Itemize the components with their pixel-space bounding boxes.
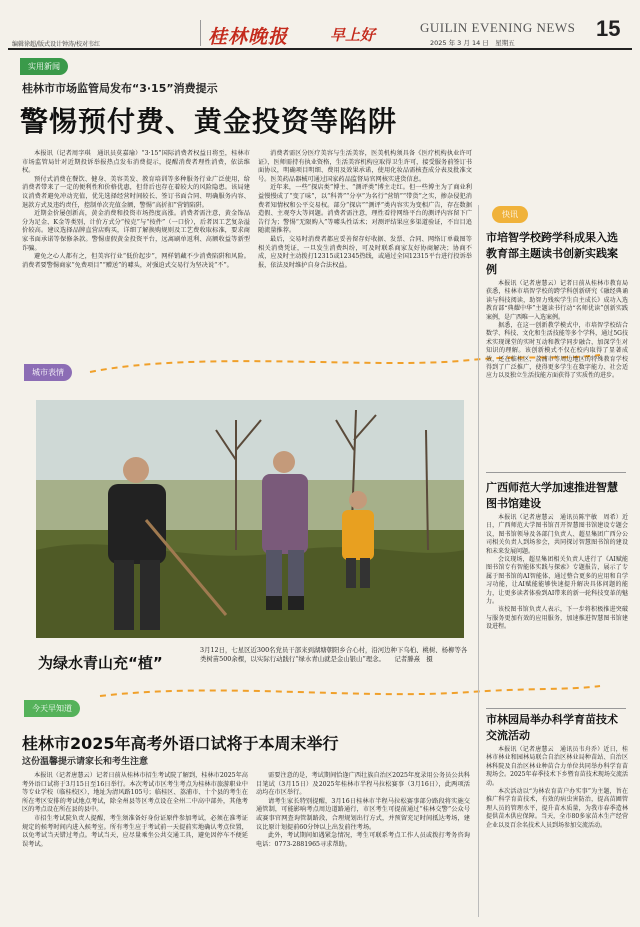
logo-slogan: 早上好 <box>330 26 376 44</box>
today-headline: 桂林市2025年高考外语口试将于本周末举行 <box>22 734 339 753</box>
lead-para: 本报讯（记者周字琪 通讯员莫嘉瑜）“3·15”国际消费者权益日将至，桂林市市场监管局针对近期投诉举报热点发布消费提示，提醒消费者理性消费，依法维权。 <box>22 150 250 175</box>
today-column-1 <box>22 772 248 917</box>
sidebar-para: 本报讯（记者唐慧云 通讯员韦舟乔）近日，桂林市林业和园林局联合自治区林业局种苗站、自治区林科院及自治区林业种苗合力单位共同举办科学育苗现场会。2025年春季技术下乡暨育苗技术现场交流活动。 <box>486 746 628 787</box>
sidebar-para: 本次活动以“为林农育苗户办实事”为主题，旨在推广科学育苗技术，有效的病虫害防治，提高苗圃管理人员的管理水平，提升苗木质量，为我市春季造林提供苗木供应保障。当天，全市80多家苗木生产经营企业以及百余名技术人员到场参加交流活动。 <box>486 788 628 829</box>
sidebar-para: 本报讯（记者唐慧云 通讯员陈宇敏 周希）近日，广西师范大学图书馆召开智慧图书馆建设专题会议，图书馆领导及各部门负责人、超星集团广西分公司相关负责人到场参会，共同探讨智慧图书馆的建设和未来发展问题。 <box>486 514 628 555</box>
issue-date: 2025 年 3 月 14 日 星期五 <box>430 39 515 47</box>
sidebar-divider <box>478 205 479 917</box>
today-para: 需要注意的是，考试期间恰逢广西壮族自治区2025年度录用公务员公共科目笔试（3月15日）及2025年桂林市半程马拉松赛事（3月16日），此两项活动均在市区举行。 <box>256 772 470 797</box>
lead-headline: 警惕预付费、黄金投资等陷阱 <box>20 105 398 138</box>
quick-news-tag: 快讯 <box>492 206 528 223</box>
section-tag-practical-news: 实用新闻 <box>20 58 68 75</box>
photo-illustration <box>36 400 464 638</box>
lead-para: 最后，交易时消费者都应妥善留存好收据、发票、合同、网络订单截图等相关消费凭证，一旦发生消费纠纷，可及时联系商家友好协商解决；协商不成，应及时主动拨打12315或12345热线，或通过全国12315平台进行投诉举报，依法及时维护自身合法权益。 <box>258 235 472 269</box>
lead-para: 近年来，一些“探店类”博主、“测评类”博主走红。但一些博主为了商业利益慢慢成了“变了味”，以“科普”“分享”为名行“营销”“带货”之实，掺杂侵犯消费者知情权和公平交易权。部分“探店”“测评”类内容实为变相广告，存在数据造假、主观夸大等问题。消费者需注意，理性看待网络平台的测评内容留下广告行为；警惕“无限购入”等噱头性话术；对测评结果应多渠道验证，不盲目追随流量推荐。 <box>258 184 472 235</box>
header-divider <box>8 48 632 50</box>
section-tag-today: 今天早知道 <box>24 700 80 717</box>
today-para: 请考生家长特别提醒，3月16日桂林市半程马拉松赛事部分路段将实施交通管制，可能影响考点周边道路通行，市区考生可提前通过“桂林交警”公众号或赛事官网查询管制路段，合理规划出行方式，并预留充足时间抵达考场，建议比原计划提前60分钟以上出发前往考场。 <box>256 797 470 831</box>
paper-english-name: GUILIN EVENING NEWS <box>420 20 576 35</box>
lead-para: 预付式消费在餐饮、健身、美容美发、教育培训等多种服务行业广泛使用，给消费者带来了一定的便利性和价格优惠，但背后也存在着较大的风险隐患。该局建议消费者避免冲动充值，优先选择经营时间较长、签订书面合同、明确服务内容、退款方式及违约责任，控制单次充值金额，警惕“高折扣”营销陷阱。 <box>22 175 250 209</box>
today-column-2 <box>256 772 470 917</box>
photo-caption-title: 为绿水青山充“植” <box>38 654 163 672</box>
page-number: 15 <box>596 16 621 41</box>
lead-column-2 <box>258 150 472 338</box>
sidebar-para: 会议现场，超星集团相关负责人进行了《AI赋能 图书馆专有智能体实践与探索》专题报告，展示了专属于图书馆的AI智能体，通过整合更多的应用和自学习功能，让AI赋能能够快速提升解决具体问题的能力，让更多读者体验到AI带来的新一轮科技变革的魅力。 <box>486 556 635 606</box>
lead-kicker: 桂林市市场监管局发布“3·15”消费提示 <box>22 82 218 95</box>
sidebar-para: 本报讯（记者唐慧云）记者日前从桂林市教育局获悉，桂林市培智学校的跨学科创新研究《融经典诵读与科技阅读，助智力残疾学生自主成长》成功入选教育部“典耀中华”主题读书行动“名师优读”创新实践案例，是广西唯一入选案例。 <box>486 280 628 321</box>
lead-para: 避免之心人都有之，但美容行业“低价起步”，网样销藏不少消费陷阱和风险。消费者要警惕商家“免费项目”“赠送”的噱头，对强迫式交易行为坚决说“不”。 <box>22 253 250 269</box>
today-para: 此外，考试期间如遇紧急情况，考生可联系考点工作人员或拨打考务咨询电话：0773-2881965寻求帮助。 <box>256 832 470 848</box>
sidebar-story-2-title: 广西师范大学加速推进智慧图书馆建设 <box>486 481 618 510</box>
sidebar-story-3-title: 市林园局举办科学育苗技术交流活动 <box>486 713 618 742</box>
today-para: 市招生考试院负责人提醒，考生须准备好身份证原件参加考试，必须在准考证规定的候考时间内进入候考室。所有考生应于考试前一天提前实地确认考点位置，以免考试当天错过考点。考试当天，应尽量乘坐公共交通工具，避免因停车不便延误考试。 <box>22 814 248 848</box>
sidebar-story-3-body <box>486 746 628 918</box>
sidebar-story-2-body <box>486 514 635 704</box>
lead-column-1 <box>22 150 250 338</box>
sidebar-story-1-body <box>486 280 628 470</box>
editor-credits: 编辑徐超/版式设计钟涛/校对韦红 <box>12 41 101 48</box>
today-subhead: 这份温馨提示请家长和考生注意 <box>22 757 149 767</box>
sidebar-para: 该校图书馆负责人表示，下一步将积极推进突破与服务更加有效的应用服务，加速推进智慧图书馆建设进程。 <box>486 606 628 631</box>
photo-caption: 3月12日，七星区近300名党员干部来到湖塘朝阳乡合心村，沿河边种下乌桕、桃树、杨柳等各类树苗500余棵，以实际行动践行“绿水青山就是金山银山”理念。 记者滕熹 摄 <box>200 646 468 663</box>
tree-planting-photo <box>36 400 464 638</box>
lead-para: 近期金价屡创新高，黄金消费和投资市场热度高涨。消费者需注意，黄金饰品分为足金、K金等类别，计价方式分“按克”与“按件”（一口价），后者因工艺复杂溢价较高。建议选择品牌直营店购买，详细了解换购规则及工艺费收取标准，要求商家书面承诺等保修条款。警惕虚假黄金投资平台，远离刷单返利、高额收益等新型诈骗。 <box>22 210 250 252</box>
sidebar-separator <box>486 708 626 709</box>
header-divider-vertical <box>200 20 201 46</box>
sidebar-separator <box>486 472 626 473</box>
sidebar-story-1-title: 市培智学校跨学科成果入选教育部主题读书创新实践案例 <box>486 231 618 276</box>
section-tag-city-expression: 城市表情 <box>24 364 72 381</box>
sidebar-para: 据悉，在这一创新教学模式中，市培智学校结合数学、科技、文化和生活技能等多个学科，通过5G技术实现课堂的实时互动和教学同步融合，加深学生对知识的理解。该创新模式不仅在校内取得了显著成效，还在临桂区、荔浦市等周边地区的特殊教育学校得到了广泛推广，使得更多学生在数字能力、社会适应力以及独立生活技能方面获得了实质性的进步。 <box>486 322 628 380</box>
lead-para: 消费者需区分医疗美容与生活美容，医美机构须具备《医疗机构执业许可证》，医师需持有执业资格，生活美容机构应取得卫生许可，接受服务前签订书面协议，明确项目明细、费用及效果承诺，使用化妆品需核查成分表及批准文号。医美药品器械可通过国家药品监督局官网核实进货信息。 <box>258 150 472 183</box>
paper-logo: 桂林晚报 <box>208 26 289 48</box>
today-para: 本报讯（记者唐慧云）记者日前从桂林市招生考试院了解到，桂林市2025年高考外语口试将于3月15日至16日举行。本次考试市区考生考点为桂林市旅游职业中等专业学校（临桂校区），地址为清风路105号；临桂区、荔浦市、十个县的考生在所在考区安排的考试地点考试，除全州县等区考点设在全州二中高中部外，其他考区的考点设在所在县的县中。 <box>22 772 248 814</box>
